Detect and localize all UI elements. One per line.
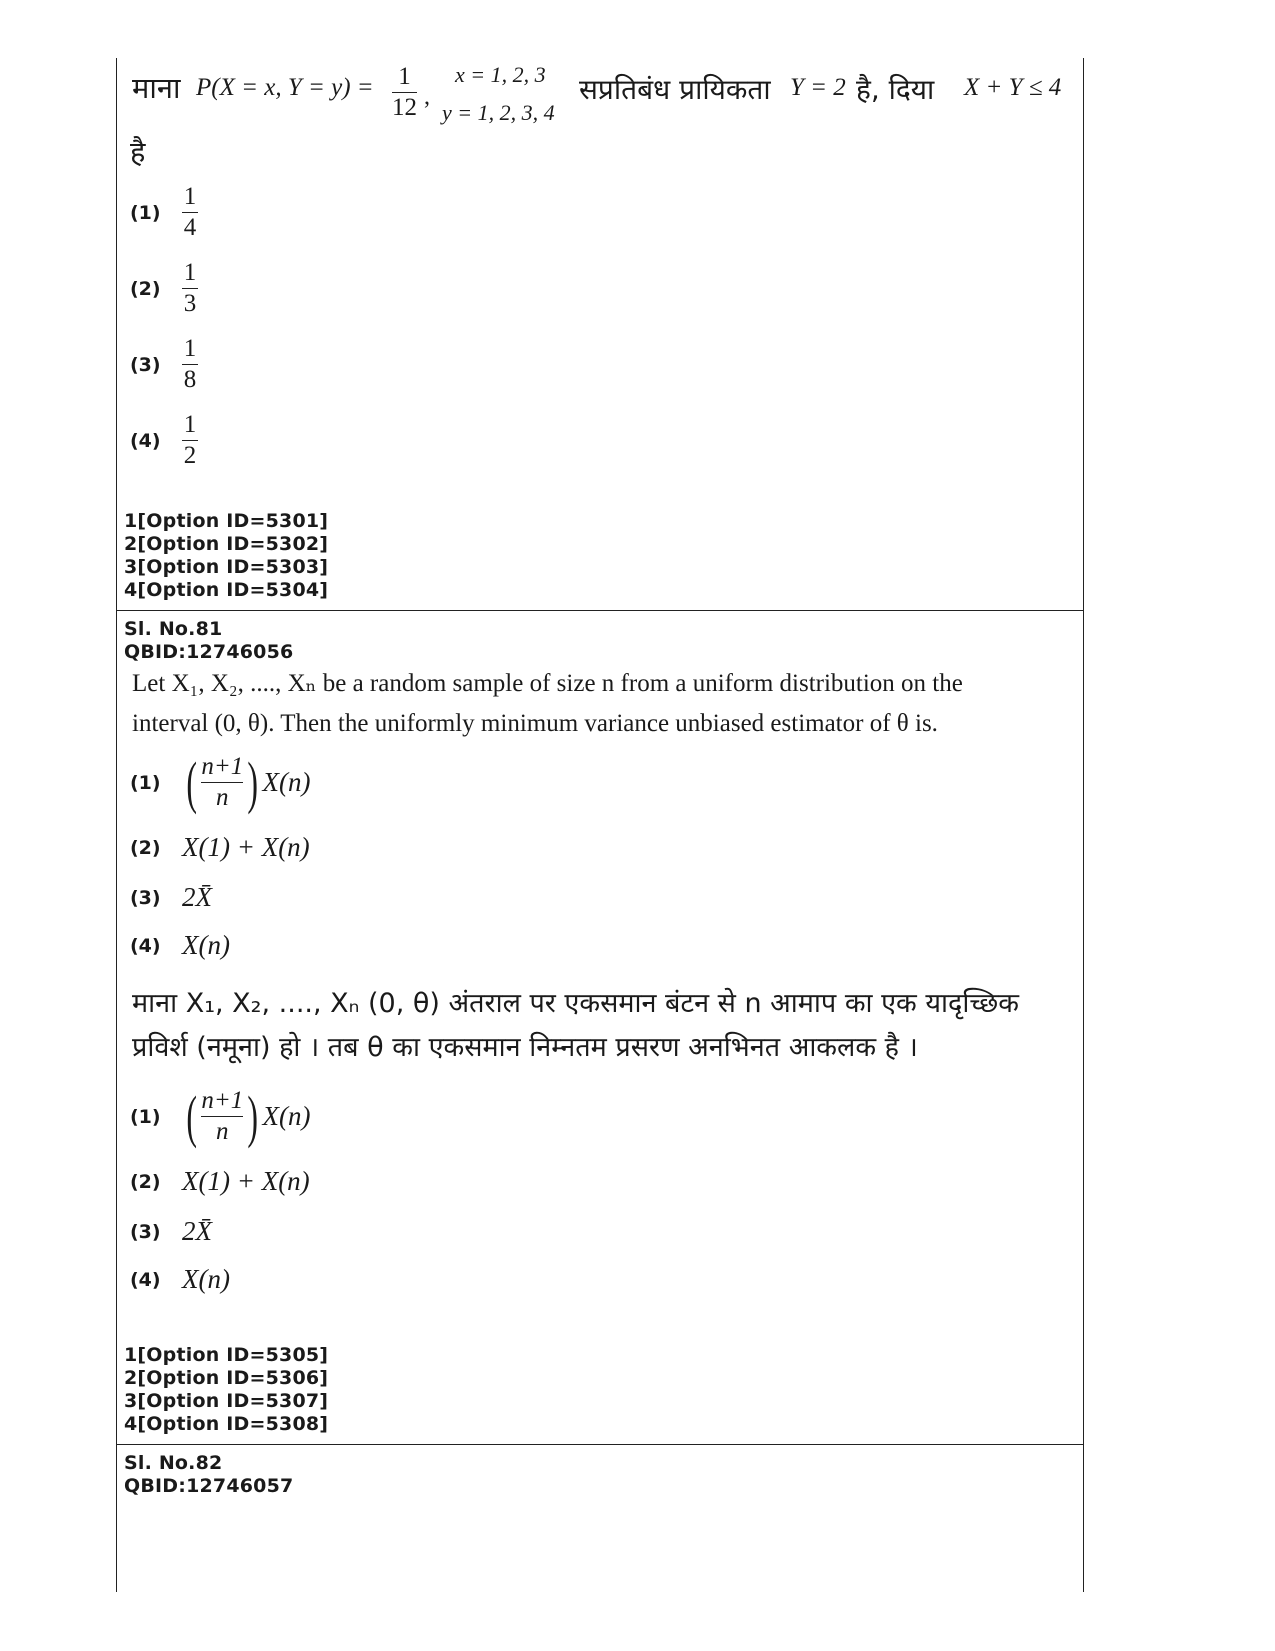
q81-hi-option-3[interactable]: (3) 2X̄ (130, 1216, 212, 1246)
q80-hindi-stem: माना P(X = x, Y = y) = 1 12 , x = 1, 2, 3 y = 1, 2, 3, 4 सप्रतिबंध प्रायिकता Y = 2 है, दिया X + Y ≤ 4 (132, 62, 1062, 125)
q81-hi-option-1[interactable]: (1) ( $\frac{n+1}{n}$ ) X(n) (130, 1083, 311, 1149)
q81-en-option-2[interactable]: (2) X(1) + X(n) (130, 832, 310, 862)
joint-pmf-fraction: 1 12 (392, 63, 417, 121)
q80-option-ids: 1[Option ID=5301] 2[Option ID=5302] 3[Option ID=5303] 4[Option ID=5304] (124, 510, 329, 601)
q81-en-option-3[interactable]: (3) 2X̄ (130, 882, 212, 912)
q81-header (124, 618, 293, 664)
qbid: QBID:12746057 (124, 1475, 294, 1497)
q81-hi-option-4[interactable]: (4) X(n) (130, 1264, 230, 1294)
q81-hindi-stem: माना X₁, X₂, ...., Xₙ (0, θ) अंतराल पर एकसमान बंटन से n आमाप का एक यादृच्छिक प्रविर्श (नमूना) हो । तब θ का एकसमान निम्नतम प्रसरण अनभिनत आकलक है । (132, 988, 1019, 1063)
q82-header (124, 1452, 293, 1498)
q81-en-option-4[interactable]: (4) X(n) (130, 930, 230, 960)
serial-number: Sl. No.81 (124, 618, 223, 640)
q80-option-4[interactable]: (4) $\frac{1}{2}$ (130, 411, 197, 469)
q81-en-option-1[interactable]: (1) ( $\frac{n+1}{n}$ ) X(n) (130, 749, 311, 815)
q80-option-3[interactable]: (3) $\frac{1}{8}$ (130, 335, 197, 393)
row-divider (116, 610, 1084, 611)
q80-option-2[interactable]: (2) $\frac{1}{3}$ (130, 259, 197, 317)
q81-hi-option-2[interactable]: (2) X(1) + X(n) (130, 1166, 310, 1196)
q80-stem-tail: है (130, 135, 146, 169)
qbid: QBID:12746056 (124, 641, 294, 663)
q81-english-stem: Let X₁, X₂, ...., Xₙ be a random sample of size n from a uniform distribution on the interval (0, θ). Then the uniformly minimum variance unbiased estimator of θ is. (132, 670, 963, 737)
serial-number: Sl. No.82 (124, 1452, 223, 1474)
row-divider (116, 1444, 1084, 1445)
q80-option-1[interactable]: (1) $\frac{1}{4}$ (130, 183, 197, 241)
q81-option-ids: 1[Option ID=5305] 2[Option ID=5306] 3[Option ID=5307] 4[Option ID=5308] (124, 1344, 329, 1435)
